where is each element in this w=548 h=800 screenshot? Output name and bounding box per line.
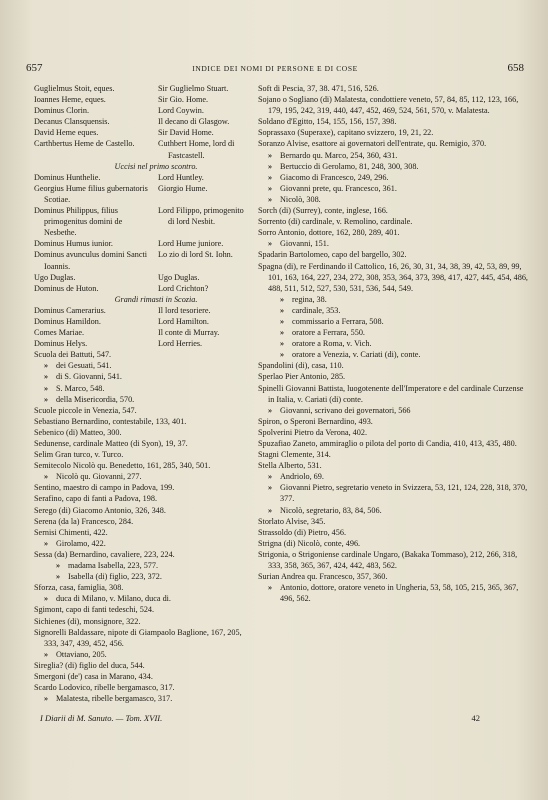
index-entry: Spandolini (di), casa, 110. xyxy=(258,361,344,371)
index-entry: Soprassaxo (Superaxe), capitano svizzero, 19, 21, 22. xyxy=(258,128,434,138)
index-subentry: » Andriolo, 69. xyxy=(258,471,530,482)
index-entry: Spagna (di), re Ferdinando il Cattolico, 16, 26, 30, 31, 34, 38, 39, 42, 53, 89, 99, 101, 163, 164, 227, 234, 272, 308, 353, 364, 373, 398, 417, 427, 445, 454, 486, 488, 511, 512, 527, 530, 531, 536, 544, 549. xyxy=(258,261,528,293)
index-entry: Spuzafiao Zaneto, ammiraglio o pilota del porto di Candia, 410, 413, 435, 480. xyxy=(258,439,517,448)
index-subentry: » regina, 38. xyxy=(258,294,530,305)
section-heading: Uccisi nel primo scontro. xyxy=(114,161,198,171)
translated-name: Lo zio di lord St. Iohn. xyxy=(158,250,233,260)
translated-name: Lord Crichton? xyxy=(158,283,209,293)
latin-name: Dominus Philippus, filius primogenitus domini de Nesbethe. xyxy=(34,206,123,238)
latin-name: Dominus de Huton. xyxy=(34,283,99,293)
index-subentry: » madama Isabella, 223, 577. xyxy=(34,560,248,571)
name-pair xyxy=(34,283,248,294)
index-subentry: » Bernardo qu. Marco, 254, 360, 431. xyxy=(258,150,530,161)
index-subentry: » Isabella (di) figlio, 223, 372. xyxy=(34,571,248,582)
latin-name: Dominus avunculus domini Sancti Ioannis. xyxy=(34,250,148,271)
index-subentry: » Giovanni, 151. xyxy=(258,238,530,249)
name-pair xyxy=(34,172,248,183)
name-pair xyxy=(34,327,248,338)
page-number-right: 658 xyxy=(507,62,524,74)
index-entry: Stagni Clemente, 314. xyxy=(258,450,331,460)
translated-name: Sir Gio. Home. xyxy=(158,95,209,105)
index-entry: Strassoldo (di) Pietro, 456. xyxy=(258,527,347,537)
index-subentry: » oratore a Roma, v. Vich. xyxy=(258,338,530,349)
index-subentry: » oratore a Ferrara, 550. xyxy=(258,327,530,338)
index-subentry: » Ottaviano, 205. xyxy=(34,649,248,660)
footer-title: I Diarii di M. Sanuto. — Tom. XVII. xyxy=(40,713,163,723)
index-entry: Sichienes (di), monsignore, 322. xyxy=(34,616,141,626)
name-pair xyxy=(34,127,248,138)
index-subentry: » Giovanni, scrivano dei governatori, 566 xyxy=(258,405,530,416)
latin-name: Decanus Clansquensis. xyxy=(34,117,110,127)
index-subentry: » di S. Giovanni, 541. xyxy=(34,371,248,382)
latin-name: Guglielmus Stoit, eques. xyxy=(34,84,115,93)
index-entry: Signorelli Baldassare, nipote di Giampaolo Baglione, 167, 205, 333, 347, 439, 452, 456. xyxy=(34,627,242,648)
index-entry: Strigna (di) Nicolò, conte, 496. xyxy=(258,538,361,548)
index-subentry: » dei Gesuati, 541. xyxy=(34,360,248,371)
translated-name: Lord Hamilton. xyxy=(158,316,209,326)
latin-name: Ugo Duglas. xyxy=(34,272,76,282)
name-pair xyxy=(34,94,248,105)
latin-name: Dominus Camerarius. xyxy=(34,305,106,315)
name-pair xyxy=(34,316,248,327)
index-entry: Sireglia? (di) figlio del duca, 544. xyxy=(34,660,145,670)
index-entry: Sebenico (di) Matteo, 300. xyxy=(34,427,122,437)
name-pair xyxy=(34,105,248,116)
index-entry: Spiron, o Speroni Bernardino, 493. xyxy=(258,416,373,426)
latin-name: Dominus Helys. xyxy=(34,339,88,349)
index-entry: Scuole piccole in Venezia, 547. xyxy=(34,405,137,415)
index-entry: Surian Andrea qu. Francesco, 357, 360. xyxy=(258,572,388,582)
section-heading: Grandi rimasti in Scozia. xyxy=(114,294,198,304)
name-pair xyxy=(34,83,248,94)
translated-name: Lord Filippo, primogenito di lord Nesbit. xyxy=(158,206,244,227)
page-header xyxy=(26,62,524,78)
index-subentry: » Antonio, dottore, oratore veneto in Ungheria, 53, 58, 105, 215, 365, 367, 496, 562. xyxy=(258,582,530,604)
index-subentry: » cardinale, 353. xyxy=(258,305,530,316)
index-subentry: » Giovanni Pietro, segretario veneto in Svizzera, 53, 121, 124, 228, 318, 370, 377. xyxy=(258,482,530,504)
latin-name: Comes Mariae. xyxy=(34,328,85,338)
latin-name: David Heme eques. xyxy=(34,128,99,138)
index-entry: Strigonia, o Strigoniense cardinale Ungaro, (Bakaka Tommaso), 212, 266, 318, 333, 358, 365, 367, 424, 442, 483, 562. xyxy=(258,549,518,571)
index-entry: Sgimont, capo di fanti tedeschi, 524. xyxy=(34,605,155,615)
translated-name: Lord Coywin. xyxy=(158,106,204,116)
index-entry: Sebastiano Bernardino, contestabile, 133, 401. xyxy=(34,416,187,426)
index-entry: Semitecolo Nicolò qu. Benedetto, 161, 285, 340, 501. xyxy=(34,461,211,471)
name-pair xyxy=(34,272,248,283)
index-subentry: » Nicolò qu. Giovanni, 277. xyxy=(34,471,248,482)
index-entry: Spinelli Giovanni Battista, luogotenente dell'Imperatore e del cardinale Curzense in Italia, v. Cariati (di) conte. xyxy=(258,383,524,404)
index-entry: Serafino, capo di fanti a Padova, 198. xyxy=(34,494,158,504)
index-entry: Storlato Alvise, 345. xyxy=(258,516,326,526)
translated-name: Lord Herries. xyxy=(158,339,203,349)
left-column xyxy=(34,83,248,704)
index-subentry: » commissario a Ferrara, 508. xyxy=(258,316,530,327)
index-subentry: » della Misericordia, 570. xyxy=(34,394,248,405)
index-entry: Sperlao Pier Antonio, 285. xyxy=(258,372,346,382)
latin-name: Dominus Humus iunior. xyxy=(34,239,113,249)
name-pair xyxy=(34,338,248,349)
index-subentry: » oratore a Venezia, v. Cariati (di), conte. xyxy=(258,349,530,360)
index-entry: Sorro Antonio, dottore, 162, 280, 289, 401. xyxy=(258,228,400,238)
index-subentry: » Nicolò, segretario, 83, 84, 506. xyxy=(258,505,530,516)
translated-name: Il decano di Glasgow. xyxy=(158,117,230,127)
latin-name: Carthbertus Heme de Castello. xyxy=(34,139,135,149)
index-entry: Serena (da la) Francesco, 284. xyxy=(34,516,134,526)
page-number-left: 657 xyxy=(26,62,43,74)
translated-name: Sir David Home. xyxy=(158,128,214,138)
index-entry: Sernisi Chimenti, 422. xyxy=(34,527,108,537)
index-subentry: » Bertuccio di Gerolamo, 81, 248, 300, 308. xyxy=(258,161,530,172)
index-entry: Smergoni (de') casa in Marano, 434. xyxy=(34,671,153,681)
index-subentry: » Nicolò, 308. xyxy=(258,194,530,205)
name-pair xyxy=(34,116,248,127)
right-column xyxy=(258,83,530,604)
index-entry: Sentino, maestro di campo in Padova, 199. xyxy=(34,483,175,493)
latin-name: Dominus Hunthelie. xyxy=(34,172,101,182)
translated-name: Il conte di Murray. xyxy=(158,328,220,338)
index-entry: Scardo Lodovico, ribelle bergamasco, 317. xyxy=(34,683,175,693)
index-subentry: » duca di Milano, v. Milano, duca di. xyxy=(34,593,248,604)
index-subentry: » Giovanni prete, qu. Francesco, 361. xyxy=(258,183,530,194)
signature-number: 42 xyxy=(471,713,480,723)
index-entry: Sforza, casa, famiglia, 308. xyxy=(34,583,124,593)
latin-name: Dominus Clorin. xyxy=(34,106,90,116)
name-pair xyxy=(34,249,248,271)
index-entry: Stella Alberto, 531. xyxy=(258,461,322,471)
translated-name: Sir Guglielmo Stuart. xyxy=(158,84,229,93)
translated-name: Giorgio Hume. xyxy=(158,183,208,193)
translated-name: Cuthbert Home, lord di Fastcastell. xyxy=(158,139,235,160)
index-entry: Sessa (da) Bernardino, cavaliere, 223, 224. xyxy=(34,549,175,559)
latin-name: Dominus Hamildon. xyxy=(34,316,101,326)
index-entry: Sorch (di) (Surrey), conte, inglese, 166. xyxy=(258,206,388,216)
translated-name: Il lord tesoriere. xyxy=(158,305,211,315)
name-pair xyxy=(34,183,248,205)
index-subentry: » Malatesta, ribelle bergamasco, 317. xyxy=(34,693,248,704)
index-entry: Sojano o Sogliano (di) Malatesta, condottiere veneto, 57, 84, 85, 112, 123, 166, 179, 195, 242, 319, 440, 447, 452, 469, 524, 561, 570, v. Malatesta. xyxy=(258,95,519,116)
index-entry: Soft di Pescia, 37, 38. 471, 516, 526. xyxy=(258,84,379,93)
latin-name: Georgius Hume filius gubernatoris Scotiae. xyxy=(34,183,148,204)
translated-name: Lord Hume juniore. xyxy=(158,239,224,249)
translated-name: Lord Huntley. xyxy=(158,172,204,182)
index-subentry: » S. Marco, 548. xyxy=(34,383,248,394)
running-title: INDICE DEI NOMI DI PERSONE E DI COSE xyxy=(192,64,358,73)
name-pair xyxy=(34,305,248,316)
index-entry: Selim Gran turco, v. Turco. xyxy=(34,450,124,460)
name-pair xyxy=(34,138,248,160)
index-entry: Sorrento (di) cardinale, v. Remolino, cardinale. xyxy=(258,217,413,227)
index-entry: Scuola dei Battuti, 547. xyxy=(34,350,112,360)
index-subentry: » Giacomo di Francesco, 249, 296. xyxy=(258,172,530,183)
index-entry: Soranzo Alvise, esattore ai governatori dell'entrate, qu. Remigio, 370. xyxy=(258,139,487,149)
index-entry: Spolverini Pietro da Verona, 402. xyxy=(258,427,367,437)
latin-name: Ioannes Heme, eques. xyxy=(34,95,106,105)
name-pair xyxy=(34,238,248,249)
index-entry: Serego (di) Giacomo Antonio, 326, 348. xyxy=(34,505,166,515)
index-entry: Spadarin Bartolomeo, capo del bargello, 302. xyxy=(258,250,407,260)
index-subentry: » Girolamo, 422. xyxy=(34,538,248,549)
index-entry: Soldano d'Egitto, 154, 155, 156, 157, 398. xyxy=(258,117,397,127)
index-entry: Sedunense, cardinale Matteo (di Syon), 19, 37. xyxy=(34,439,188,448)
translated-name: Ugo Duglas. xyxy=(158,272,200,282)
name-pair xyxy=(34,205,248,238)
